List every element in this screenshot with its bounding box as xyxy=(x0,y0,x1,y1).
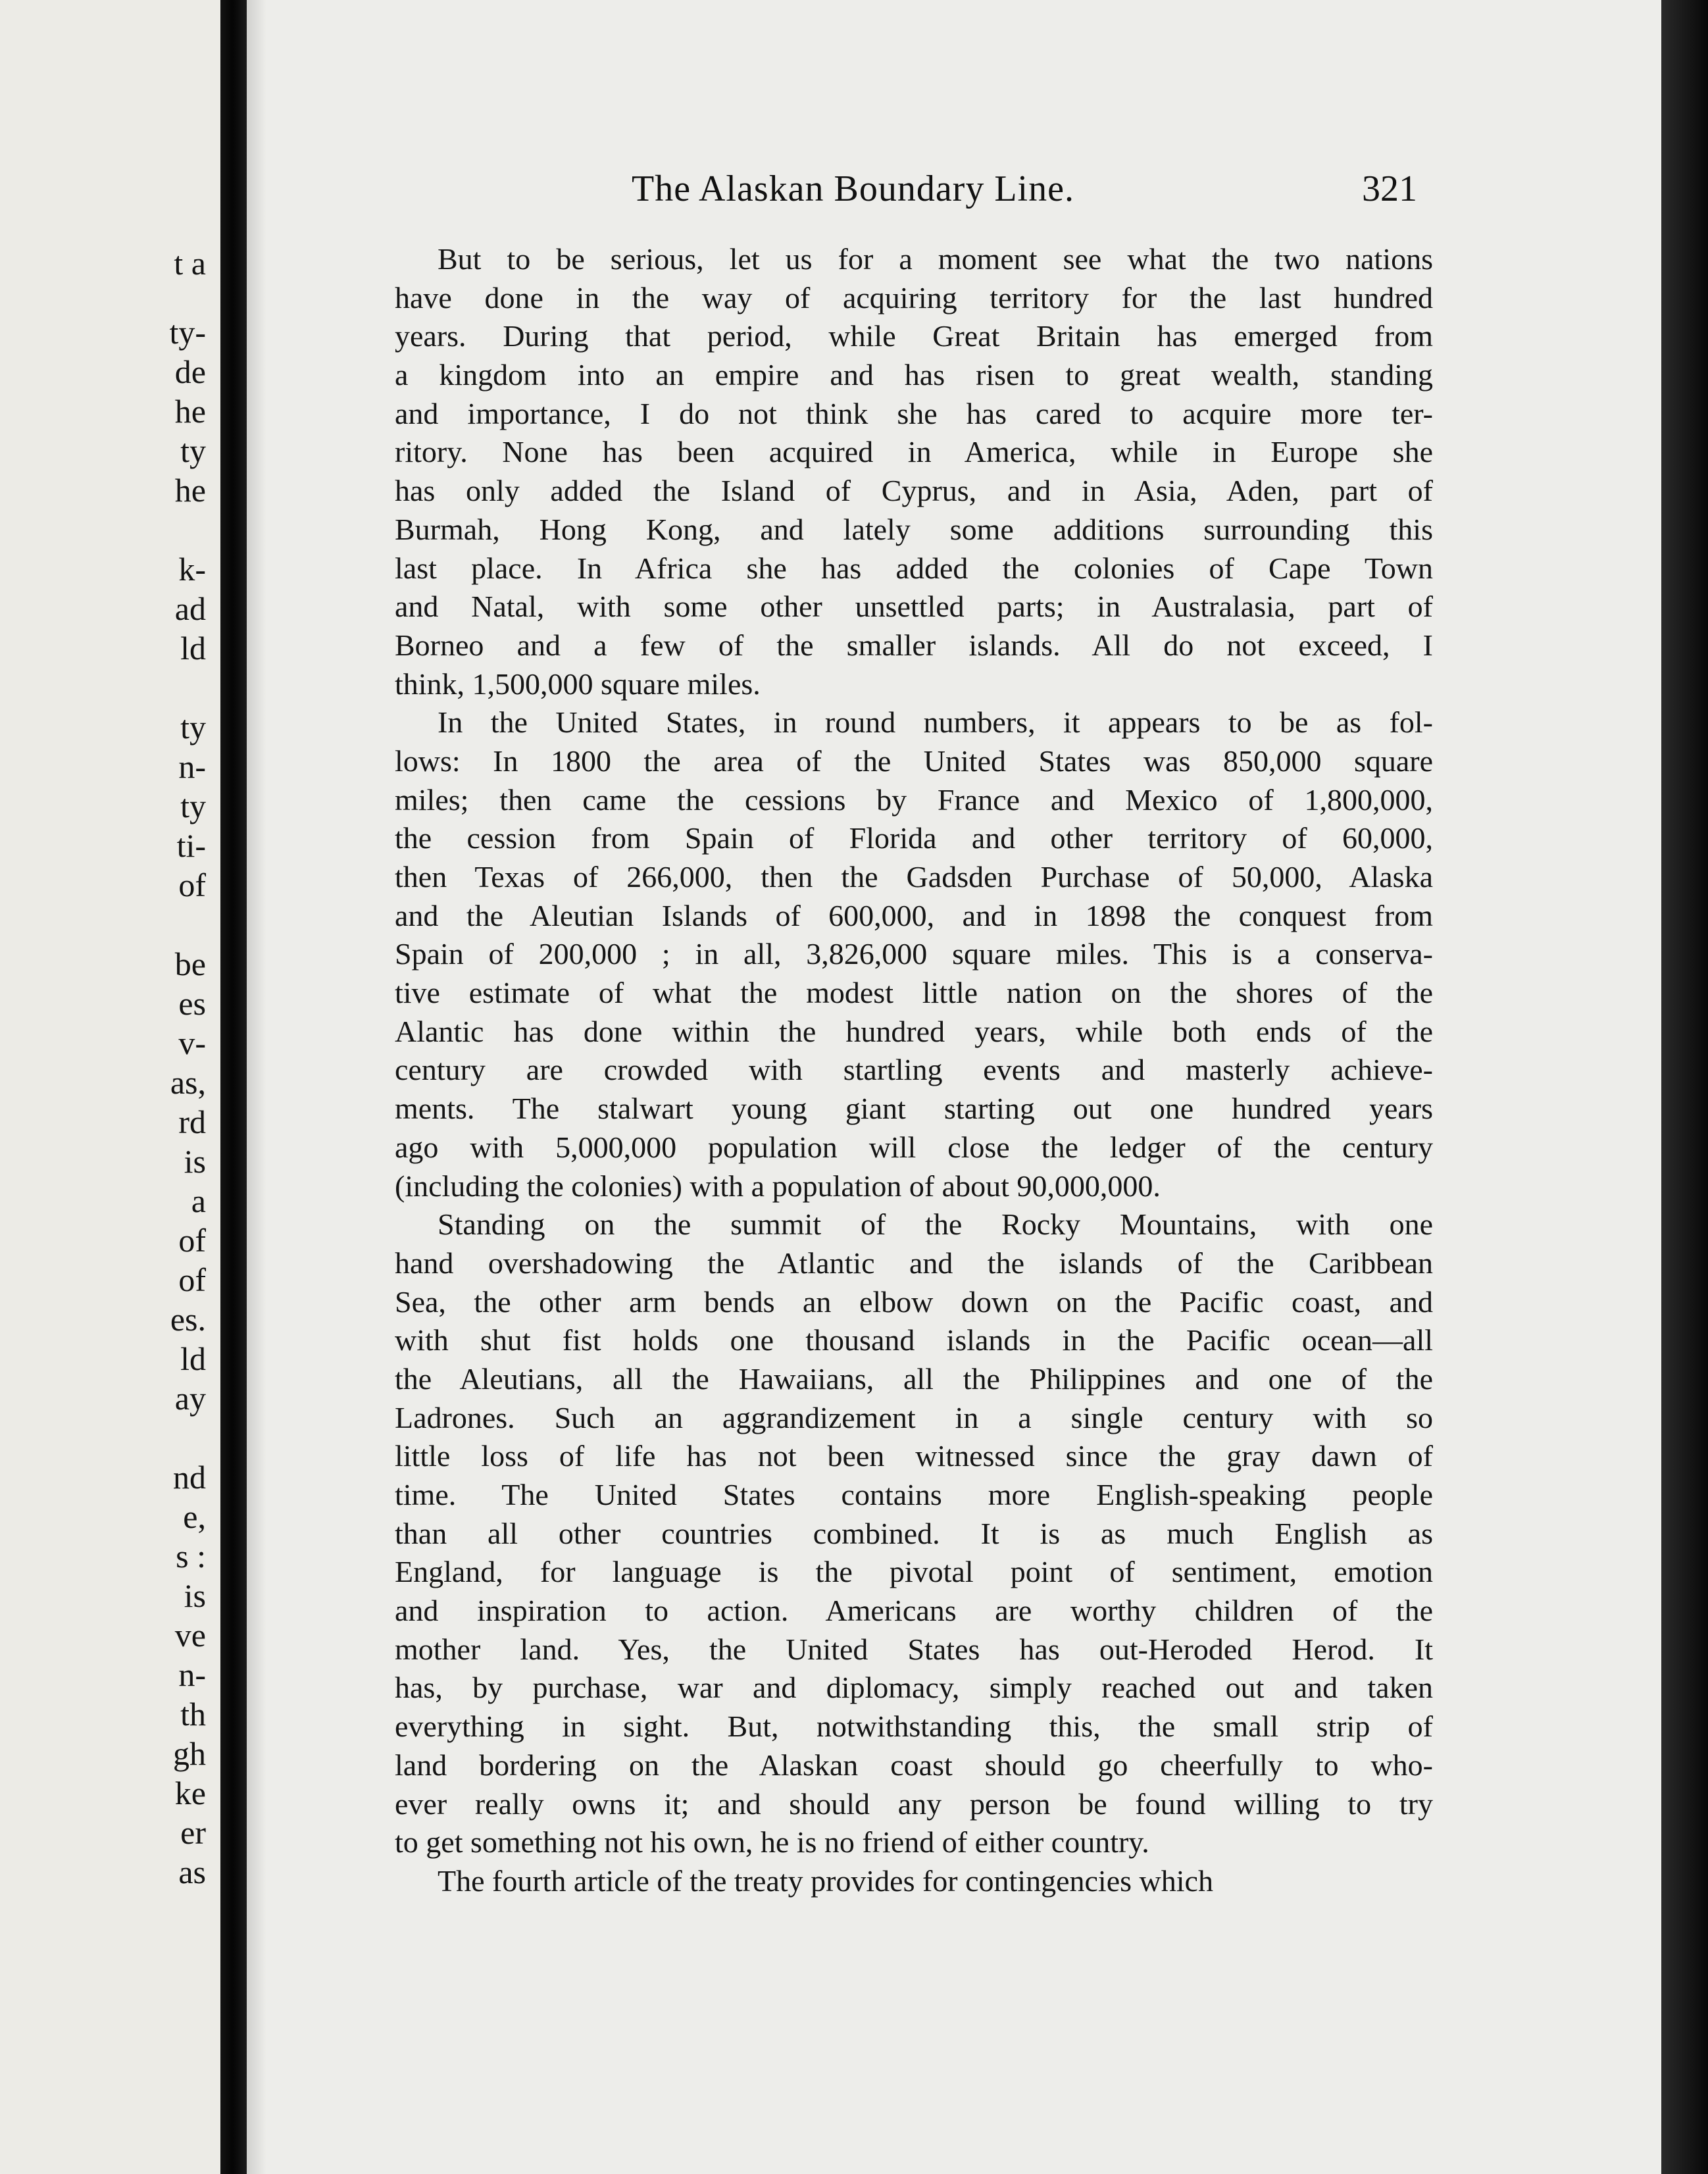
text-line: Burmah, Hong Kong, and lately some additions surrounding this xyxy=(395,512,1433,546)
running-title: The Alaskan Boundary Line. xyxy=(632,168,1074,209)
running-header xyxy=(247,168,1661,220)
text-line: with shut fist holds one thousand islands in the Pacific ocean—all xyxy=(395,1323,1433,1357)
text-line: ago with 5,000,000 population will close the ledger of the century xyxy=(395,1130,1433,1164)
facing-page-fragment: a xyxy=(191,1182,206,1219)
facing-page-fragment: ld xyxy=(180,630,206,667)
facing-page-fragment: t a xyxy=(174,245,206,282)
facing-page-fragment: er xyxy=(180,1814,206,1851)
facing-page-fragment: he xyxy=(174,393,206,430)
facing-page-fragment: of xyxy=(178,1222,206,1259)
facing-page-fragment: ty xyxy=(180,432,206,469)
text-line: Alantic has done within the hundred years, while both ends of the xyxy=(395,1014,1433,1048)
text-line: years. During that period, while Great Britain has emerged from xyxy=(395,319,1433,353)
text-line: has, by purchase, war and diplomacy, simply reached out and taken xyxy=(395,1671,1433,1705)
paragraph xyxy=(395,1862,1433,1901)
text-line: than all other countries combined. It is as much English as xyxy=(395,1516,1433,1550)
facing-page-fragment: he xyxy=(174,472,206,509)
text-line: last place. In Africa she has added the colonies of Cape Town xyxy=(395,551,1433,585)
page-number: 321 xyxy=(1362,168,1417,209)
facing-page-fragment: ti- xyxy=(176,827,206,864)
text-line: and importance, I do not think she has cared to acquire more ter- xyxy=(395,396,1433,430)
facing-page-fragment: es. xyxy=(170,1301,206,1338)
facing-page-fragment: of xyxy=(178,1261,206,1298)
text-line: ments. The stalwart young giant starting out one hundred years xyxy=(395,1092,1433,1126)
paragraph xyxy=(395,1205,1433,1862)
facing-page-fragment: ld xyxy=(180,1340,206,1377)
text-line: England, for language is the pivotal point of sentiment, emotion xyxy=(395,1555,1433,1589)
text-line: the cession from Spain of Florida and other territory of 60,000, xyxy=(395,821,1433,855)
facing-page-fragment: v- xyxy=(178,1024,206,1061)
facing-page-fragment: as, xyxy=(170,1064,206,1101)
facing-page xyxy=(0,0,220,2174)
text-line: the Aleutians, all the Hawaiians, all the Philippines and one of the xyxy=(395,1361,1433,1396)
text-line: tive estimate of what the modest little nation on the shores of the xyxy=(395,976,1433,1010)
facing-page-fragment: e, xyxy=(183,1498,206,1535)
text-line: The fourth article of the treaty provides for contingencies which xyxy=(438,1863,1213,1898)
facing-page-fragment: of xyxy=(178,867,206,903)
text-line: Sea, the other arm bends an elbow down on the Pacific coast, and xyxy=(395,1284,1433,1319)
paragraph xyxy=(395,240,1433,703)
facing-page-fragment: rd xyxy=(178,1103,206,1140)
text-line: Spain of 200,000 ; in all, 3,826,000 square miles. This is a conserva- xyxy=(395,937,1433,971)
facing-page-fragment: ke xyxy=(174,1775,206,1811)
text-line: think, 1,500,000 square miles. xyxy=(395,667,761,701)
text-line: to get something not his own, he is no friend of either country. xyxy=(395,1825,1149,1859)
facing-page-fragment: as xyxy=(178,1854,206,1890)
facing-page-fragment: is xyxy=(184,1577,206,1614)
text-line: has only added the Island of Cyprus, and in Asia, Aden, part of xyxy=(395,474,1433,508)
facing-page-fragment: nd xyxy=(173,1459,206,1496)
text-line: a kingdom into an empire and has risen to great wealth, standing xyxy=(395,358,1433,392)
text-line: ever really owns it; and should any person be found willing to try xyxy=(395,1786,1433,1821)
text-line: Ladrones. Such an aggrandizement in a single century with so xyxy=(395,1400,1433,1434)
text-line: everything in sight. But, notwithstanding this, the small strip of xyxy=(395,1709,1433,1744)
text-line: Standing on the summit of the Rocky Mountains, with one xyxy=(438,1207,1433,1242)
facing-page-fragment: n- xyxy=(178,1656,206,1693)
text-line: mother land. Yes, the United States has out-Heroded Herod. It xyxy=(395,1632,1433,1666)
facing-page-fragment: th xyxy=(180,1696,206,1732)
text-line: In the United States, in round numbers, it appears to be as fol- xyxy=(438,705,1433,740)
text-line: little loss of life has not been witnessed since the gray dawn of xyxy=(395,1439,1433,1473)
facing-page-fragment: ty- xyxy=(169,314,206,351)
facing-page-fragment: gh xyxy=(173,1735,206,1772)
text-line: miles; then came the cessions by France and Mexico of 1,800,000, xyxy=(395,782,1433,817)
scan-border xyxy=(1661,0,1708,2174)
facing-page-fragment: ty xyxy=(180,709,206,746)
text-line: lows: In 1800 the area of the United States was 850,000 square xyxy=(395,744,1433,778)
facing-page-fragment: es xyxy=(178,985,206,1022)
facing-page-fragment: k- xyxy=(178,551,206,588)
text-line: But to be serious, let us for a moment see what the two nations xyxy=(438,242,1433,276)
text-line: Borneo and a few of the smaller islands. All do not exceed, I xyxy=(395,628,1433,662)
text-line: (including the colonies) with a population of about 90,000,000. xyxy=(395,1169,1161,1203)
facing-page-fragment: ad xyxy=(174,590,206,627)
text-line: and the Aleutian Islands of 600,000, and in 1898 the conquest from xyxy=(395,898,1433,932)
facing-page-fragment: be xyxy=(174,946,206,982)
facing-page-text-fragments xyxy=(0,0,220,2174)
text-line: century are crowded with startling events and masterly achieve- xyxy=(395,1053,1433,1087)
facing-page-fragment: n- xyxy=(178,748,206,785)
facing-page-fragment: ty xyxy=(180,788,206,824)
text-line: have done in the way of acquiring territory for the last hundred xyxy=(395,280,1433,315)
facing-page-fragment: ve xyxy=(174,1617,206,1654)
facing-page-fragment: is xyxy=(184,1143,206,1180)
text-line: hand overshadowing the Atlantic and the islands of the Caribbean xyxy=(395,1246,1433,1280)
facing-page-fragment: ay xyxy=(174,1380,206,1417)
book-page xyxy=(247,0,1661,2174)
facing-page-fragment: s : xyxy=(176,1538,206,1575)
text-line: land bordering on the Alaskan coast should go cheerfully to who- xyxy=(395,1748,1433,1782)
text-line: ritory. None has been acquired in America, while in Europe she xyxy=(395,435,1433,469)
book-gutter xyxy=(220,0,247,2174)
text-line: and Natal, with some other unsettled parts; in Australasia, part of xyxy=(395,590,1433,624)
paragraph xyxy=(395,703,1433,1205)
text-line: time. The United States contains more English-speaking people xyxy=(395,1478,1433,1511)
page-body xyxy=(395,240,1433,1901)
facing-page-fragment: de xyxy=(174,353,206,390)
text-line: and inspiration to action. Americans are worthy children of the xyxy=(395,1594,1433,1628)
page-curl-shadow xyxy=(247,0,266,2174)
text-line: then Texas of 266,000, then the Gadsden Purchase of 50,000, Alaska xyxy=(395,860,1433,894)
